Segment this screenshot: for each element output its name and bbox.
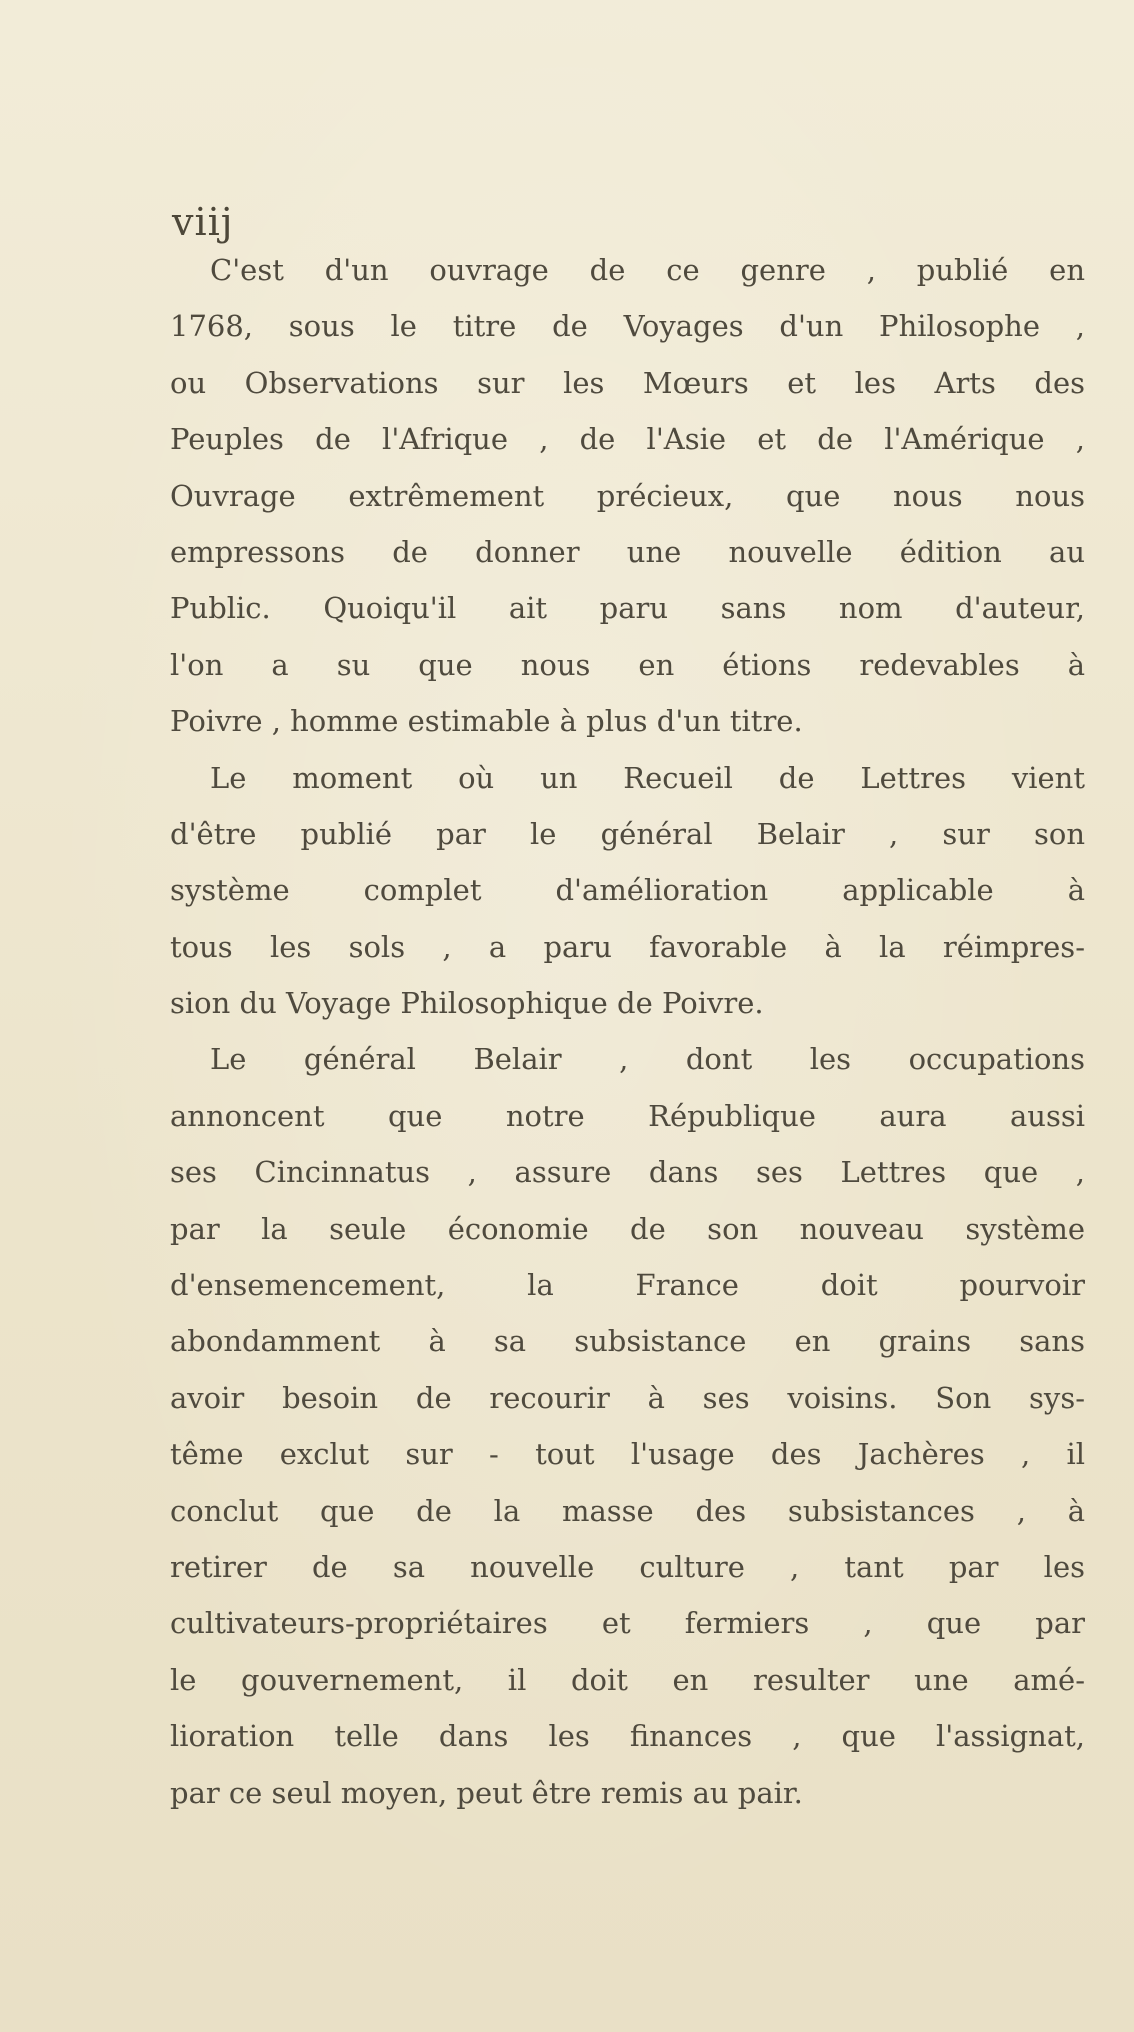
- text-line: conclut que de la masse des subsistances , à: [170, 1493, 1085, 1528]
- text-line: annoncent que notre République aura aussi: [170, 1098, 1085, 1133]
- text-line: 1768, sous le titre de Voyages d'un Philosophe ,: [170, 309, 1085, 344]
- text-line: par ce seul moyen, peut être remis au pair.: [170, 1775, 803, 1810]
- text-line: cultivateurs-propriétaires et fermiers , que par: [170, 1606, 1085, 1641]
- page-number: viij: [172, 200, 234, 244]
- text-line: Ouvrage extrêmement précieux, que nous nous: [170, 478, 1085, 513]
- text-line: Le moment où un Recueil de Lettres vient: [210, 760, 1085, 795]
- text-line: Peuples de l'Afrique , de l'Asie et de l'Amérique ,: [170, 422, 1085, 457]
- text-line: C'est d'un ouvrage de ce genre , publié en: [210, 253, 1085, 287]
- text-line: d'ensemencement, la France doit pourvoir: [170, 1268, 1085, 1303]
- text-line: tême exclut sur - tout l'usage des Jachères , il: [170, 1437, 1085, 1472]
- text-line: abondamment à sa subsistance en grains sans: [170, 1324, 1085, 1359]
- text-line: lioration telle dans les finances , que l'assignat,: [170, 1719, 1085, 1754]
- text-line: sion du Voyage Philosophique de Poivre.: [170, 986, 764, 1021]
- text-line: par la seule économie de son nouveau système: [170, 1211, 1085, 1246]
- text-line: système complet d'amélioration applicable à: [170, 873, 1085, 908]
- text-line: Public. Quoiqu'il ait paru sans nom d'auteur,: [170, 591, 1085, 626]
- text-line: ou Observations sur les Mœurs et les Arts des: [170, 365, 1085, 400]
- body-text: [170, 242, 1085, 1821]
- text-line: ses Cincinnatus , assure dans ses Lettres que ,: [170, 1155, 1085, 1190]
- text-line: retirer de sa nouvelle culture , tant par les: [170, 1549, 1085, 1584]
- text-line: d'être publié par le général Belair , sur son: [170, 816, 1085, 851]
- text-line: tous les sols , a paru favorable à la réimpres-: [170, 929, 1085, 964]
- text-line: Poivre , homme estimable à plus d'un titre.: [170, 704, 803, 739]
- text-line: le gouvernement, il doit en resulter une amé-: [170, 1662, 1085, 1697]
- text-line: l'on a su que nous en étions redevables à: [170, 647, 1085, 682]
- text-line: empressons de donner une nouvelle édition au: [170, 534, 1085, 569]
- text-line: Le général Belair , dont les occupations: [210, 1042, 1085, 1077]
- text-line: avoir besoin de recourir à ses voisins. Son sys-: [170, 1380, 1085, 1415]
